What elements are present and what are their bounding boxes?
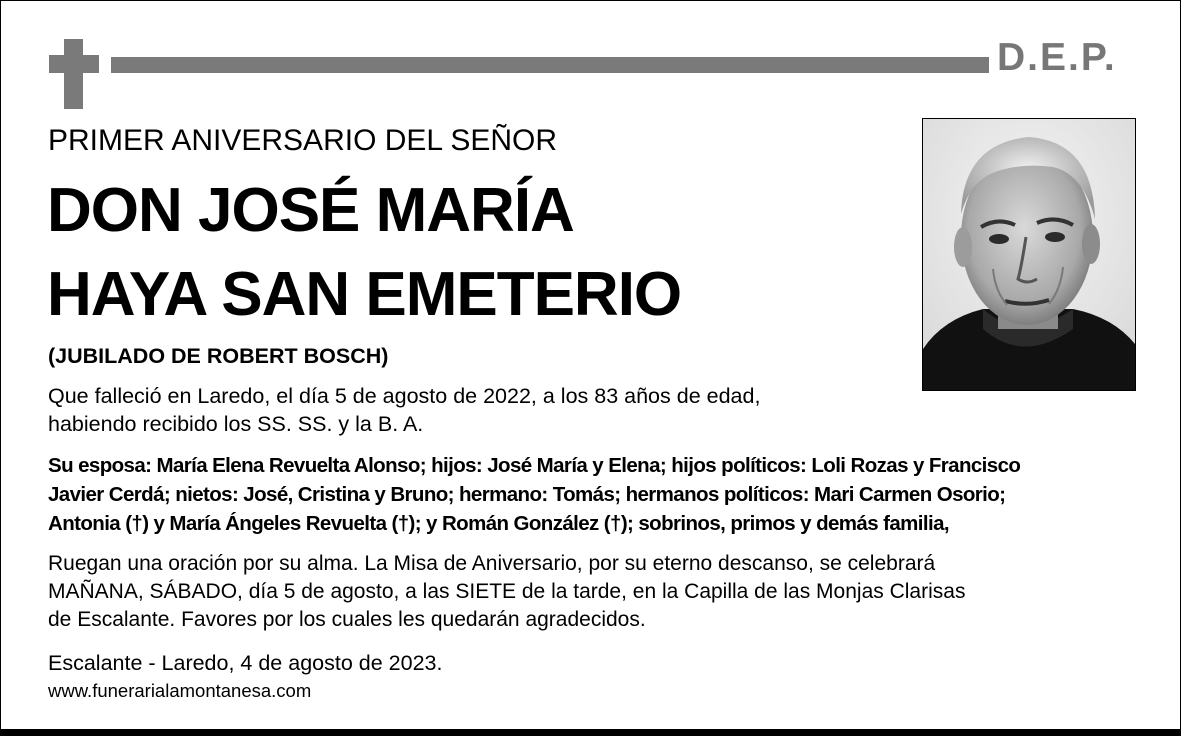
header-rule	[111, 57, 989, 73]
death-info-line: Que falleció en Laredo, el día 5 de agosto de 2022, a los 83 años de edad,	[48, 384, 761, 408]
occupation-subtitle: (JUBILADO DE ROBERT BOSCH)	[48, 344, 389, 368]
bottom-rule	[1, 729, 1180, 736]
mass-line: MAÑANA, SÁBADO, día 5 de agosto, a las SIETE de la tarde, en la Capilla de las Monjas Clarisas	[48, 580, 966, 603]
mass-paragraph	[48, 550, 965, 634]
family-line: Su esposa: María Elena Revuelta Alonso; hijos: José María y Elena; hijos políticos: Loli Rozas y Francisco	[48, 454, 1021, 477]
name-line-1: DON JOSÉ MARÍA	[47, 176, 574, 245]
latin-cross-icon	[49, 39, 99, 109]
death-info-paragraph	[48, 382, 760, 438]
dep-label: D.E.P.	[997, 36, 1117, 79]
deceased-name	[47, 169, 681, 337]
death-info-line: habiendo recibido los SS. SS. y la B. A.	[48, 412, 424, 436]
anniversary-kicker: PRIMER ANIVERSARIO DEL SEÑOR	[48, 124, 558, 157]
family-line: Antonia (†) y María Ángeles Revuelta (†); y Román González (†); sobrinos, primos y demás familia,	[48, 512, 949, 535]
family-line: Javier Cerdá; nietos: José, Cristina y Bruno; hermano: Tomás; hermanos políticos: Mari Carmen Osorio;	[48, 483, 1006, 506]
website-link[interactable]: www.funerarialamontanesa.com	[48, 680, 312, 701]
name-line-2: HAYA SAN EMETERIO	[47, 260, 682, 329]
mass-line: Ruegan una oración por su alma. La Misa de Aniversario, por su eterno descanso, se celebrará	[48, 552, 936, 575]
mass-line: de Escalante. Favores por los cuales les quedarán agradecidos.	[48, 608, 646, 631]
family-paragraph	[48, 451, 1020, 538]
place-date: Escalante - Laredo, 4 de agosto de 2023.	[48, 651, 443, 675]
portrait-photo	[922, 118, 1136, 391]
